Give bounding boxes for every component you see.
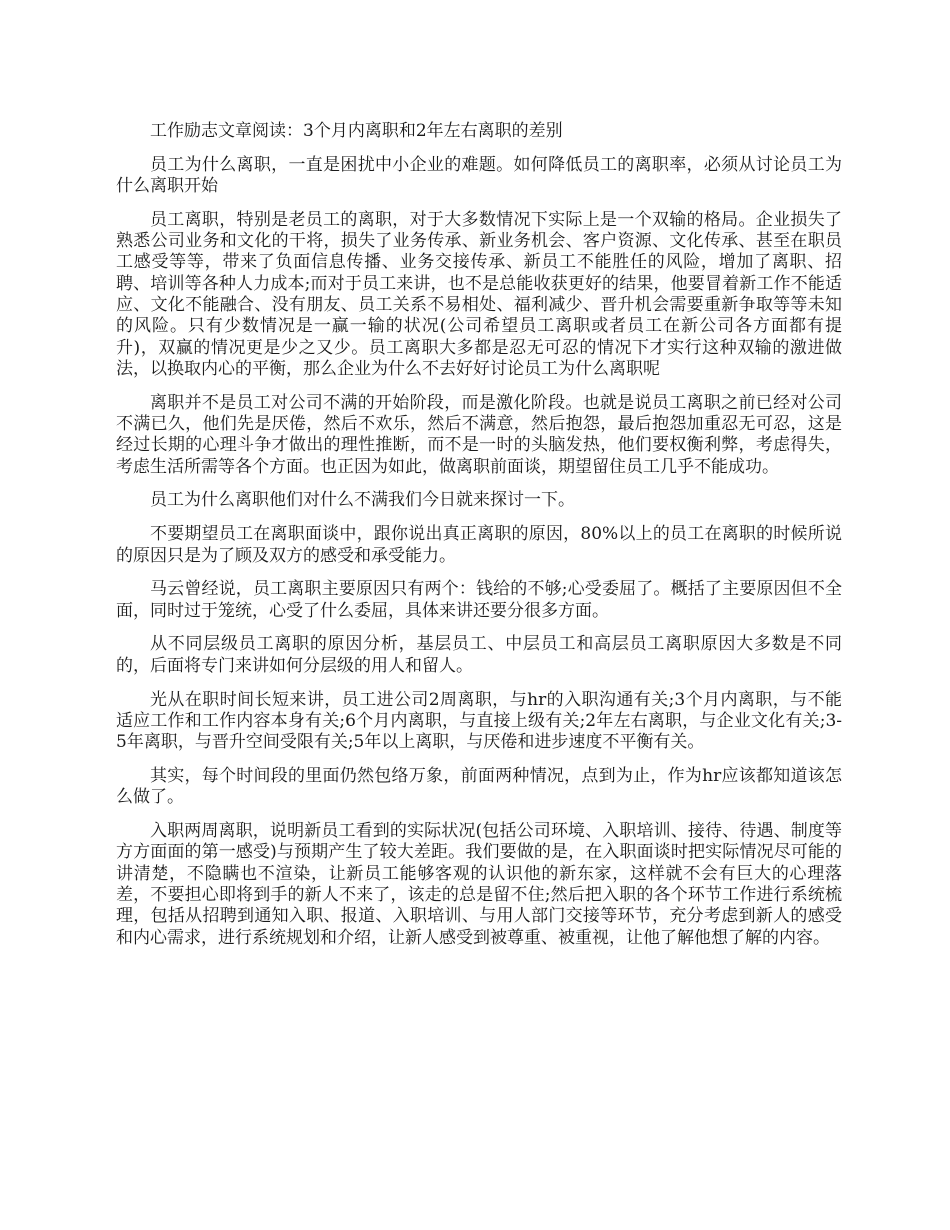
paragraph: 不要期望员工在离职面谈中，跟你说出真正离职的原因，80%以上的员工在离职的时候所说的原因只是为了顾及双方的感受和承受能力。 (116, 524, 842, 566)
paragraph: 入职两周离职，说明新员工看到的实际状况(包括公司环境、入职培训、接待、待遇、制度等方方面面的第一感受)与预期产生了较大差距。我们要做的是，在入职面谈时把实际情况尽可能的讲清楚，不隐瞒也不渲染，让新员工能够客观的认识他的新东家，这样就不会有巨大的心理落差，不要担心即将到手的新人不来了，该走的总是留不住;然后把入职的各个环节工作进行系统梳理，包括从招聘到通知入职、报道、入职培训、与用人部门交接等环节，充分考虑到新人的感受和内心需求，进行系统规划和介绍，让新人感受到被尊重、被重视，让他了解他想了解的内容。 (116, 821, 842, 948)
document-title: 工作励志文章阅读：3个月内离职和2年左右离职的差别 (150, 121, 563, 141)
paragraph: 离职并不是员工对公司不满的开始阶段，而是激化阶段。也就是说员工离职之前已经对公司不满已久，他们先是厌倦，然后不欢乐，然后不满意，然后抱怨，最后抱怨加重忍无可忍，这是经过长期的心理斗争才做出的理性推断，而不是一时的头脑发热，他们要权衡利弊，考虑得失，考虑生活所需等各个方面。也正因为如此，做离职前面谈，期望留住员工几乎不能成功。 (116, 392, 842, 477)
paragraph: 员工离职，特别是老员工的离职，对于大多数情况下实际上是一个双输的格局。企业损失了熟悉公司业务和文化的干将，损失了业务传承、新业务机会、客户资源、文化传承、甚至在职员工感受等等，带来了负面信息传播、业务交接传承、新员工不能胜任的风险，增加了离职、招聘、培训等各种人力成本;而对于员工来讲，也不是总能收获更好的结果，他要冒着新工作不能适应、文化不能融合、没有朋友、员工关系不易相处、福利减少、晋升机会需要重新争取等等未知的风险。只有少数情况是一赢一输的状况(公司希望员工离职或者员工在新公司各方面都有提升)，双赢的情况更是少之又少。员工离职大多都是忍无可忍的情况下才实行这种双输的激进做法，以换取内心的平衡，那么企业为什么不去好好讨论员工为什么离职呢 (116, 209, 842, 379)
paragraph: 光从在职时间长短来讲，员工进公司2周离职，与hr的入职沟通有关;3个月内离职，与不能适应工作和工作内容本身有关;6个月内离职，与直接上级有关;2年左右离职，与企业文化有关;3-5年离职，与晋升空间受限有关;5年以上离职，与厌倦和进步速度不平衡有关。 (116, 689, 842, 753)
paragraph: 其实，每个时间段的里面仍然包络万象，前面两种情况，点到为止，作为hr应该都知道该怎么做了。 (116, 765, 842, 808)
paragraph: 马云曾经说，员工离职主要原因只有两个：钱给的不够;心受委屈了。概括了主要原因但不全面，同时过于笼统，心受了什么委屈，具体来讲还要分很多方面。 (116, 579, 842, 621)
paragraph: 员工为什么离职，一直是困扰中小企业的难题。如何降低员工的离职率，必须从讨论员工为什么离职开始 (116, 154, 842, 197)
document-page (116, 121, 842, 961)
paragraph: 员工为什么离职他们对什么不满我们今日就来探讨一下。 (150, 490, 575, 511)
paragraph: 从不同层级员工离职的原因分析，基层员工、中层员工和高层员工离职原因大多数是不同的，后面将专门来讲如何分层级的用人和留人。 (116, 634, 842, 676)
